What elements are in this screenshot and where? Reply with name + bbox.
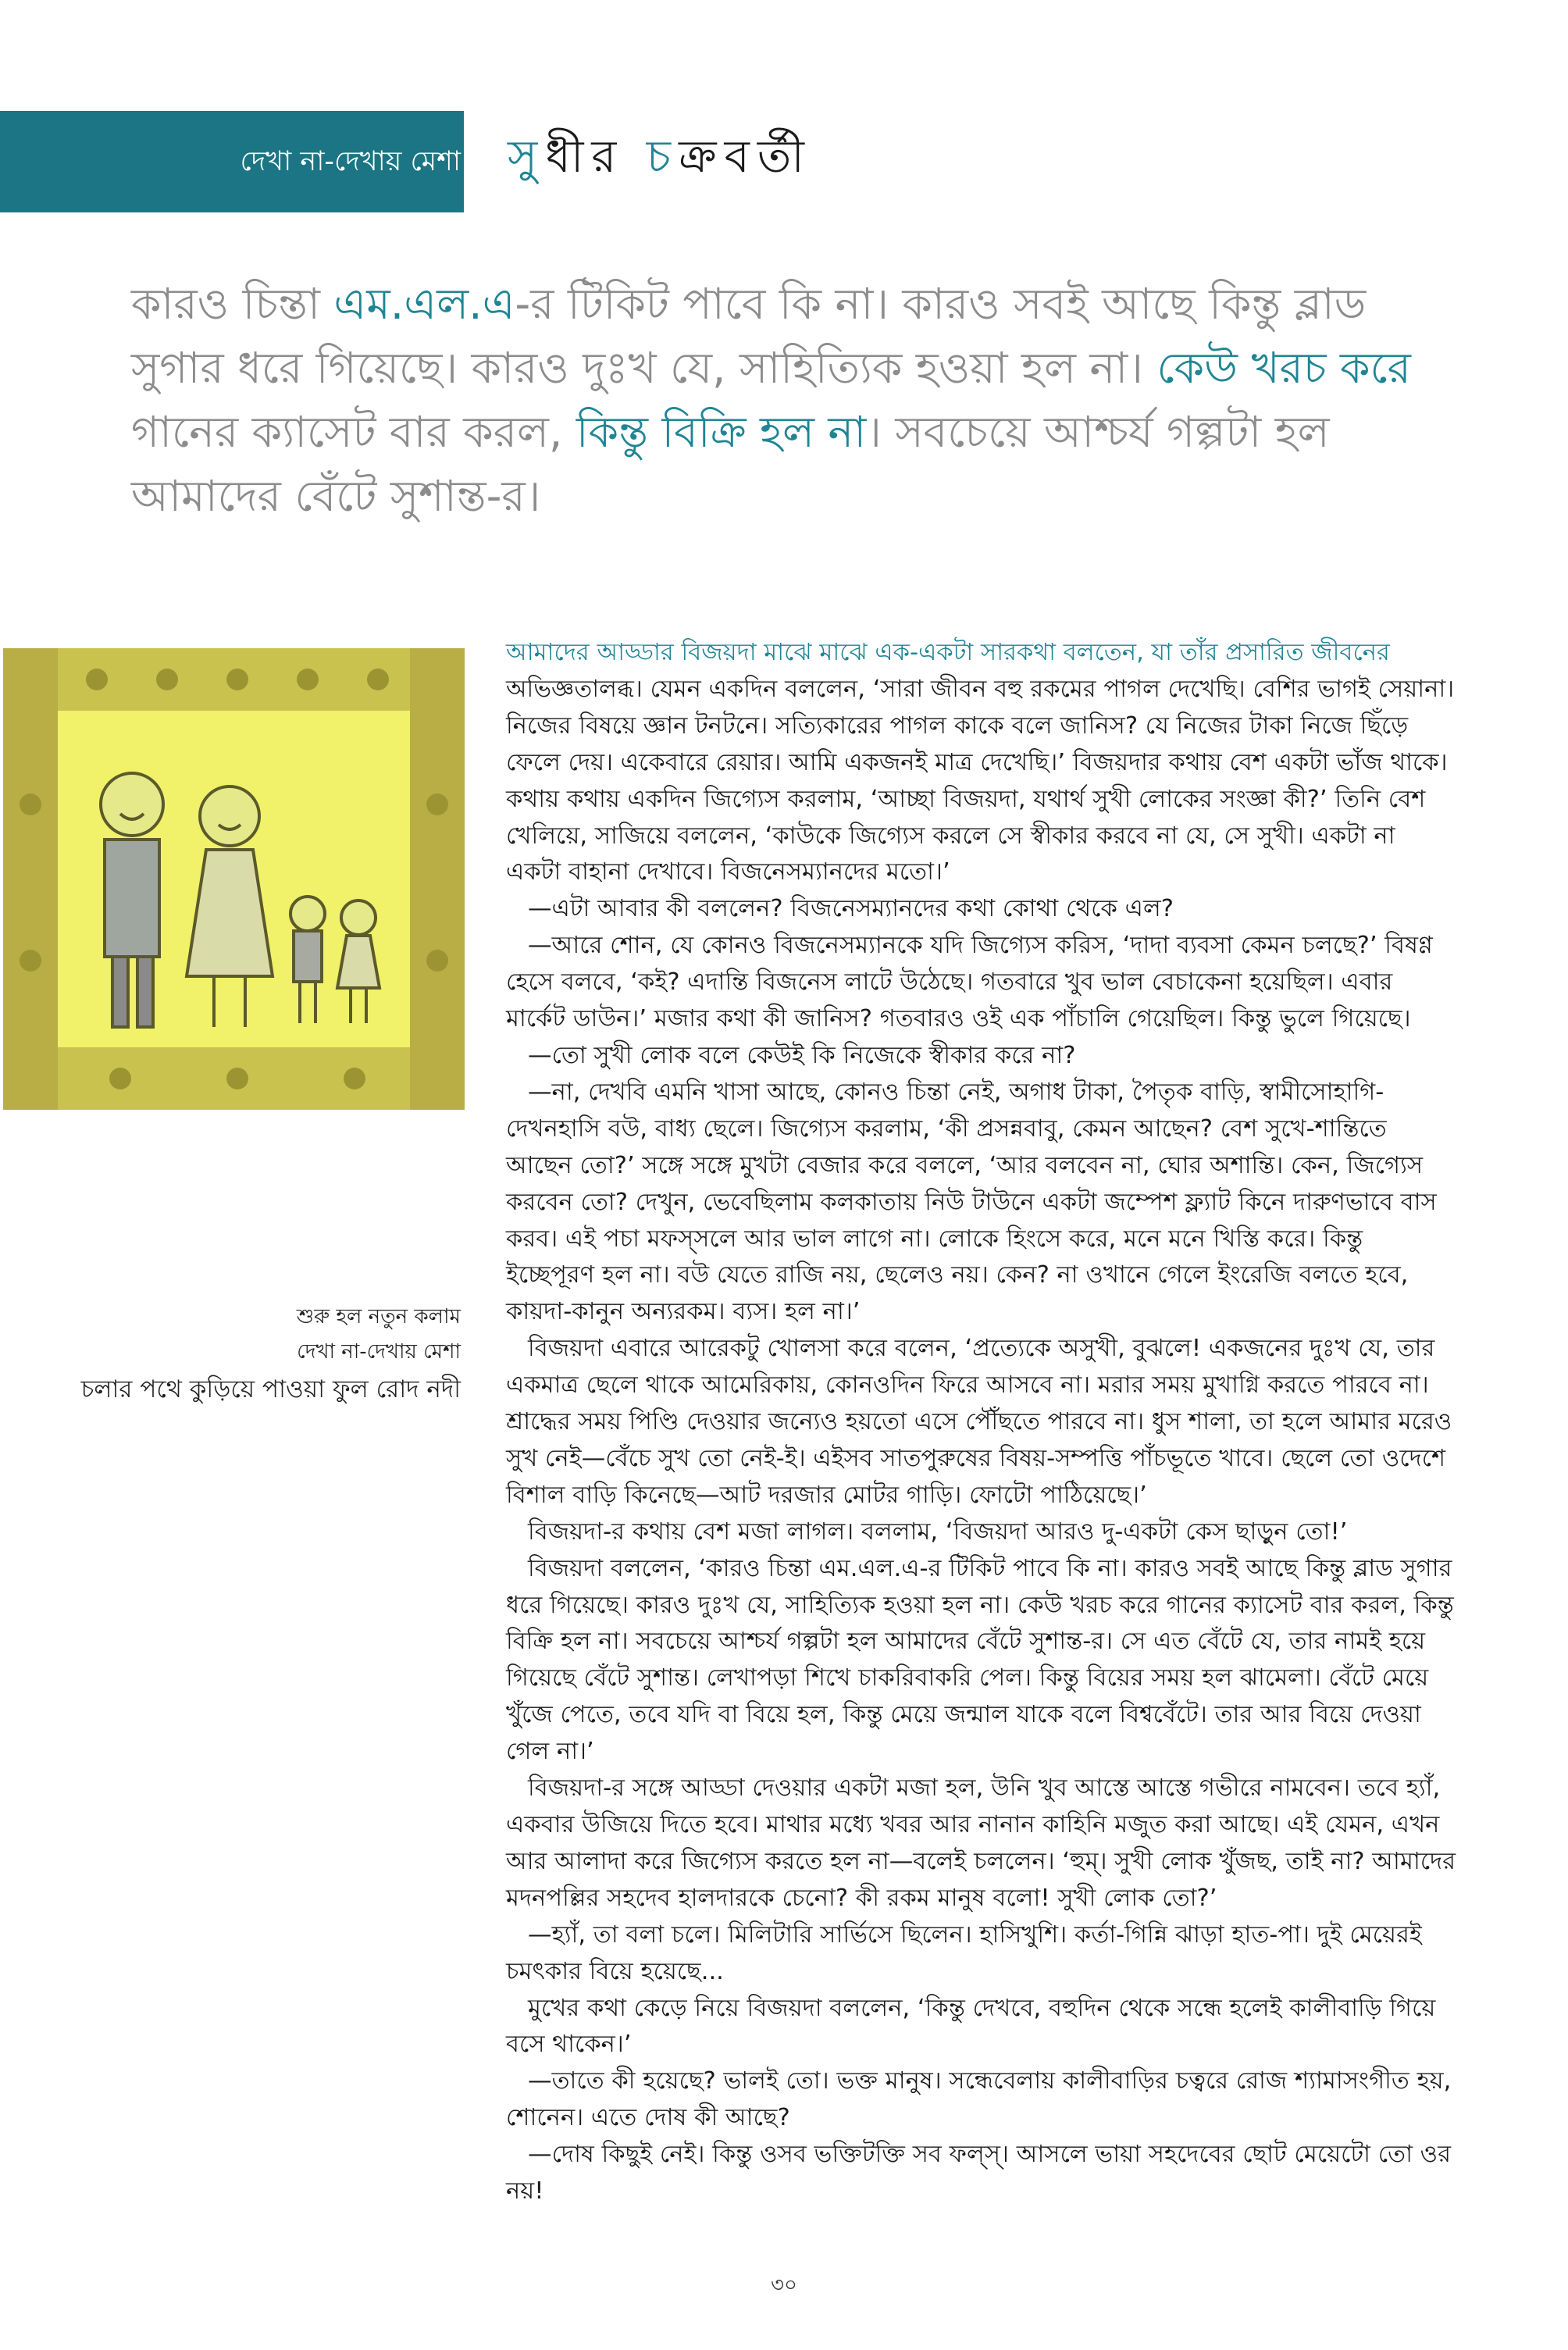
- frame-ornament: [426, 950, 448, 972]
- frame-ornament: [109, 1068, 131, 1089]
- pull-quote-text: । সবচেয়ে আশ্চর্য গল্পটা হল আমাদের বেঁটে সুশান্ত-র।: [131, 407, 1330, 521]
- author-first-rest: ধীর: [545, 130, 625, 183]
- article-paragraph: —আরে শোন, যে কোনও বিজনেসম্যানকে যদি জিগ্যেস করিস, ‘দাদা ব্যবসা কেমন চলছে?’ বিষণ্ণ হেসে বলবে, ‘কই? এদান্তি বিজনেস লাটে উঠেছে। গতবারে খুব ভাল বেচাকেনা হয়েছিল। এবার মার্কেট ডাউন।’ মজার কথা কী জানিস? গতবারও ওই এক পাঁচালি গেয়েছিল। কিন্তু ভুলে গিয়েছে।: [506, 932, 1433, 1033]
- pull-quote: [131, 272, 1451, 528]
- mother-head: [200, 786, 259, 846]
- author-first-initial: সু: [508, 130, 546, 183]
- pull-quote-highlight: কেউ খরচ করে: [1156, 343, 1411, 393]
- frame-ornament: [226, 669, 248, 690]
- daughter-head: [341, 900, 376, 935]
- article-paragraph: —হ্যাঁ, তা বলা চলে। মিলিটারি সার্ভিসে ছিলেন। হাসিখুশি। কর্তা-গিন্নি ঝাড়া হাত-পা। দুই মেয়েরই চমৎকার বিয়ে হয়েছে...: [506, 1920, 1422, 1985]
- sidebar-caption-line1: শুরু হল নতুন কলাম: [296, 1305, 461, 1328]
- father-leg: [137, 957, 153, 1027]
- frame-ornament: [86, 669, 108, 690]
- frame-ornament: [156, 669, 178, 690]
- pull-quote-text: কারও চিন্তা: [131, 279, 334, 329]
- son-body: [294, 931, 322, 982]
- pull-quote-highlight: এম.এল.এ: [333, 279, 515, 329]
- article-paragraph: বিজয়দা-র কথায় বেশ মজা লাগল। বললাম, ‘বিজয়দা আরও দু-একটা কেস ছাড়ুন তো!’: [528, 1517, 1348, 1546]
- article-paragraph: বিজয়দা-র সঙ্গে আড্ডা দেওয়ার একটা মজা হল, উনি খুব আস্তে আস্তে গভীরে নামবেন। তবে হ্যাঁ, একবার উজিয়ে দিতে হবে। মাথার মধ্যে খবর আর নানান কাহিনি মজুত করা আছে। এই যেমন, এখন আর আলাদা করে জিগ্যেস করতে হল না—বলেই চললেন। ‘হুম্। সুখী লোক খুঁজছ, তাই না? আমাদের মদনপল্লির সহদেব হালদারকে চেনো? কী রকম মানুষ বলো! সুখী লোক তো?’: [506, 1774, 1456, 1912]
- column-name: [0, 111, 464, 212]
- frame-ornament: [297, 669, 319, 690]
- frame-ornament: [20, 950, 41, 972]
- author-last-rest: ক্রবর্তী: [679, 130, 812, 183]
- page-number: ৩০: [771, 2273, 797, 2297]
- article-body: [506, 635, 1457, 2210]
- frame-ornament: [226, 1068, 248, 1089]
- father-head: [101, 773, 163, 836]
- article-paragraph: বিজয়দা বললেন, ‘কারও চিন্তা এম.এল.এ-র টিকিট পাবে কি না। কারও সবই আছে কিন্তু ব্লাড সুগার ধরে গিয়েছে। কারও দুঃখ যে, সাহিত্যিক হওয়া হল না। কেউ খরচ করে গানের ক্যাসেট বার করল, কিন্তু বিক্রি হল না। সবচেয়ে আশ্চর্য গল্পটা হল আমাদের বেঁটে সুশান্ত-র। সে এত বেঁটে যে, তার নামই হয়ে গিয়েছে বেঁটে সুশান্ত। লেখাপড়া শিখে চাকরিবাকরি পেল। কিন্তু বিয়ের সময় হল ঝামেলা। বেঁটে মেয়ে খুঁজে পেতে, তবে যদি বা বিয়ে হল, কিন্তু মেয়ে জন্মাল যাকে বলে বিশ্ববেঁটে। তার আর বিয়ে দেওয়া গেল না।’: [506, 1554, 1454, 1766]
- father-leg: [112, 957, 128, 1027]
- article-lead: আমাদের আড্ডার বিজয়দা মাঝে মাঝে এক-একটা সারকথা বলতেন, যা তাঁর প্রসারিত জীবনের: [506, 639, 1390, 666]
- article-paragraph: —এটা আবার কী বললেন? বিজনেসম্যানদের কথা কোথা থেকে এল?: [528, 895, 1174, 923]
- article-paragraph: বিজয়দা এবারে আরেকটু খোলসা করে বলেন, ‘প্রত্যেকে অসুখী, বুঝলে! একজনের দুঃখ যে, তার একমাত্র ছেলে থাকে আমেরিকায়, কোনওদিন ফিরে আসবে না। মরার সময় মুখাগ্নি করতে পারবে না। শ্রাদ্ধের সময় পিণ্ডি দেওয়ার জন্যেও হয়তো এসে পৌঁছতে পারবে না। ধুস শালা, তা হলে আমার মরেও সুখ নেই—বেঁচে সুখ তো নেই-ই। এইসব সাতপুরুষের বিষয়-সম্পত্তি পাঁচভূতে খাবে। ছেলে তো ওদেশে বিশাল বাড়ি কিনেছে—আট দরজার মোটর গাড়ি। ফোটো পাঠিয়েছে।’: [506, 1335, 1452, 1509]
- frame-ornament: [426, 793, 448, 815]
- sidebar-caption-line3: চলার পথে কুড়িয়ে পাওয়া ফুল রোদ নদী: [80, 1375, 461, 1403]
- pull-quote-text: -র টিকিট পাবে কি না। কারও সবই আছে কিন্তু ব্লাড সুগার ধরে গিয়েছে। কারও দুঃখ যে, সাহিত্যিক হওয়া হল না।: [131, 279, 1367, 393]
- family-drawing-illustration: [3, 648, 465, 1110]
- sidebar-caption-line2: দেখা না-দেখায় মেশা: [297, 1340, 461, 1364]
- column-name-text: দেখা না-দেখায় মেশা: [240, 146, 461, 177]
- son-head: [290, 897, 325, 931]
- article-paragraph: —দোষ কিছুই নেই। কিন্তু ওসব ভক্তিটক্তি সব ফল্স্। আসলে ভায়া সহদেবের ছোট মেয়েটো তো ওর নয়!: [506, 2141, 1452, 2206]
- pull-quote-highlight: কিন্তু বিক্রি হল না: [576, 407, 867, 457]
- frame-left: [3, 648, 58, 1110]
- frame-ornament: [367, 669, 389, 690]
- author-name: [508, 117, 812, 195]
- article-paragraph: —না, দেখবি এমনি খাসা আছে, কোনও চিন্তা নেই, অগাধ টাকা, পৈতৃক বাড়ি, স্বামীসোহাগি-দেখনহাসি বউ, বাধ্য ছেলে। জিগ্যেস করলাম, ‘কী প্রসন্নবাবু, কেমন আছেন? বেশ সুখে-শান্তিতে আছেন তো?’ সঙ্গে সঙ্গে মুখটা বেজার করে বললে, ‘আর বলবেন না, ঘোর অশান্তি। কেন, জিগ্যেস করবেন তো? দেখুন, ভেবেছিলাম কলকাতায় নিউ টাউনে একটা জম্পেশ ফ্ল্যাট কিনে দারুণভাবে বাস করব। এই পচা মফস্সলে আর ভাল লাগে না। লোকে হিংসে করে, মনে মনে খিস্তি করে। কিন্তু ইচ্ছেপূরণ হল না। বউ যেতে রাজি নয়, ছেলেও নয়। কেন? না ওখানে গেলে ইংরেজি বলতে হবে, কায়দা-কানুন অন্যরকম। ব্যস। হল না।’: [506, 1078, 1437, 1326]
- article-paragraph: মুখের কথা কেড়ে নিয়ে বিজয়দা বললেন, ‘কিন্তু দেখবে, বহুদিন থেকে সন্ধে হলেই কালীবাড়ি গিয়ে বসে থাকেন।’: [506, 1994, 1436, 2059]
- pull-quote-text: গানের ক্যাসেট বার করল,: [131, 407, 576, 457]
- article-paragraph: —তাতে কী হয়েছে? ভালই তো। ভক্ত মানুষ। সন্ধেবেলায় কালীবাড়ির চত্বরে রোজ শ্যামাসংগীত হয়, শোনেন। এতে দোষ কী আছে?: [506, 2067, 1452, 2132]
- frame-ornament: [20, 793, 41, 815]
- father-body: [105, 840, 159, 957]
- frame-ornament: [344, 1068, 365, 1089]
- author-last-initial: চ: [646, 130, 679, 183]
- frame-right: [410, 648, 465, 1110]
- article-paragraph: —তো সুখী লোক বলে কেউই কি নিজেকে স্বীকার করে না?: [528, 1041, 1076, 1069]
- article-paragraph: অভিজ্ঞতালব্ধ। যেমন একদিন বললেন, ‘সারা জীবন বহু রকমের পাগল দেখেছি। বেশির ভাগই সেয়ানা। নিজের বিষয়ে জ্ঞান টনটনে। সত্যিকারের পাগল কাকে বলে জানিস? যে নিজের টাকা নিজে ছিঁড়ে ফেলে দেয়। একেবারে রেয়ার। আমি একজনই মাত্র দেখেছি।’ বিজয়দার কথায় বেশ একটা ভাঁজ থাকে। কথায় কথায় একদিন জিগ্যেস করলাম, ‘আচ্ছা বিজয়দা, যথার্থ সুখী লোকের সংজ্ঞা কী?’ তিনি বেশ খেলিয়ে, সাজিয়ে বললেন, ‘কাউকে জিগ্যেস করলে সে স্বীকার করবে না যে, সে সুখী। একটা না একটা বাহানা দেখাবে। বিজনেসম্যানদের মতো।’: [506, 675, 1455, 886]
